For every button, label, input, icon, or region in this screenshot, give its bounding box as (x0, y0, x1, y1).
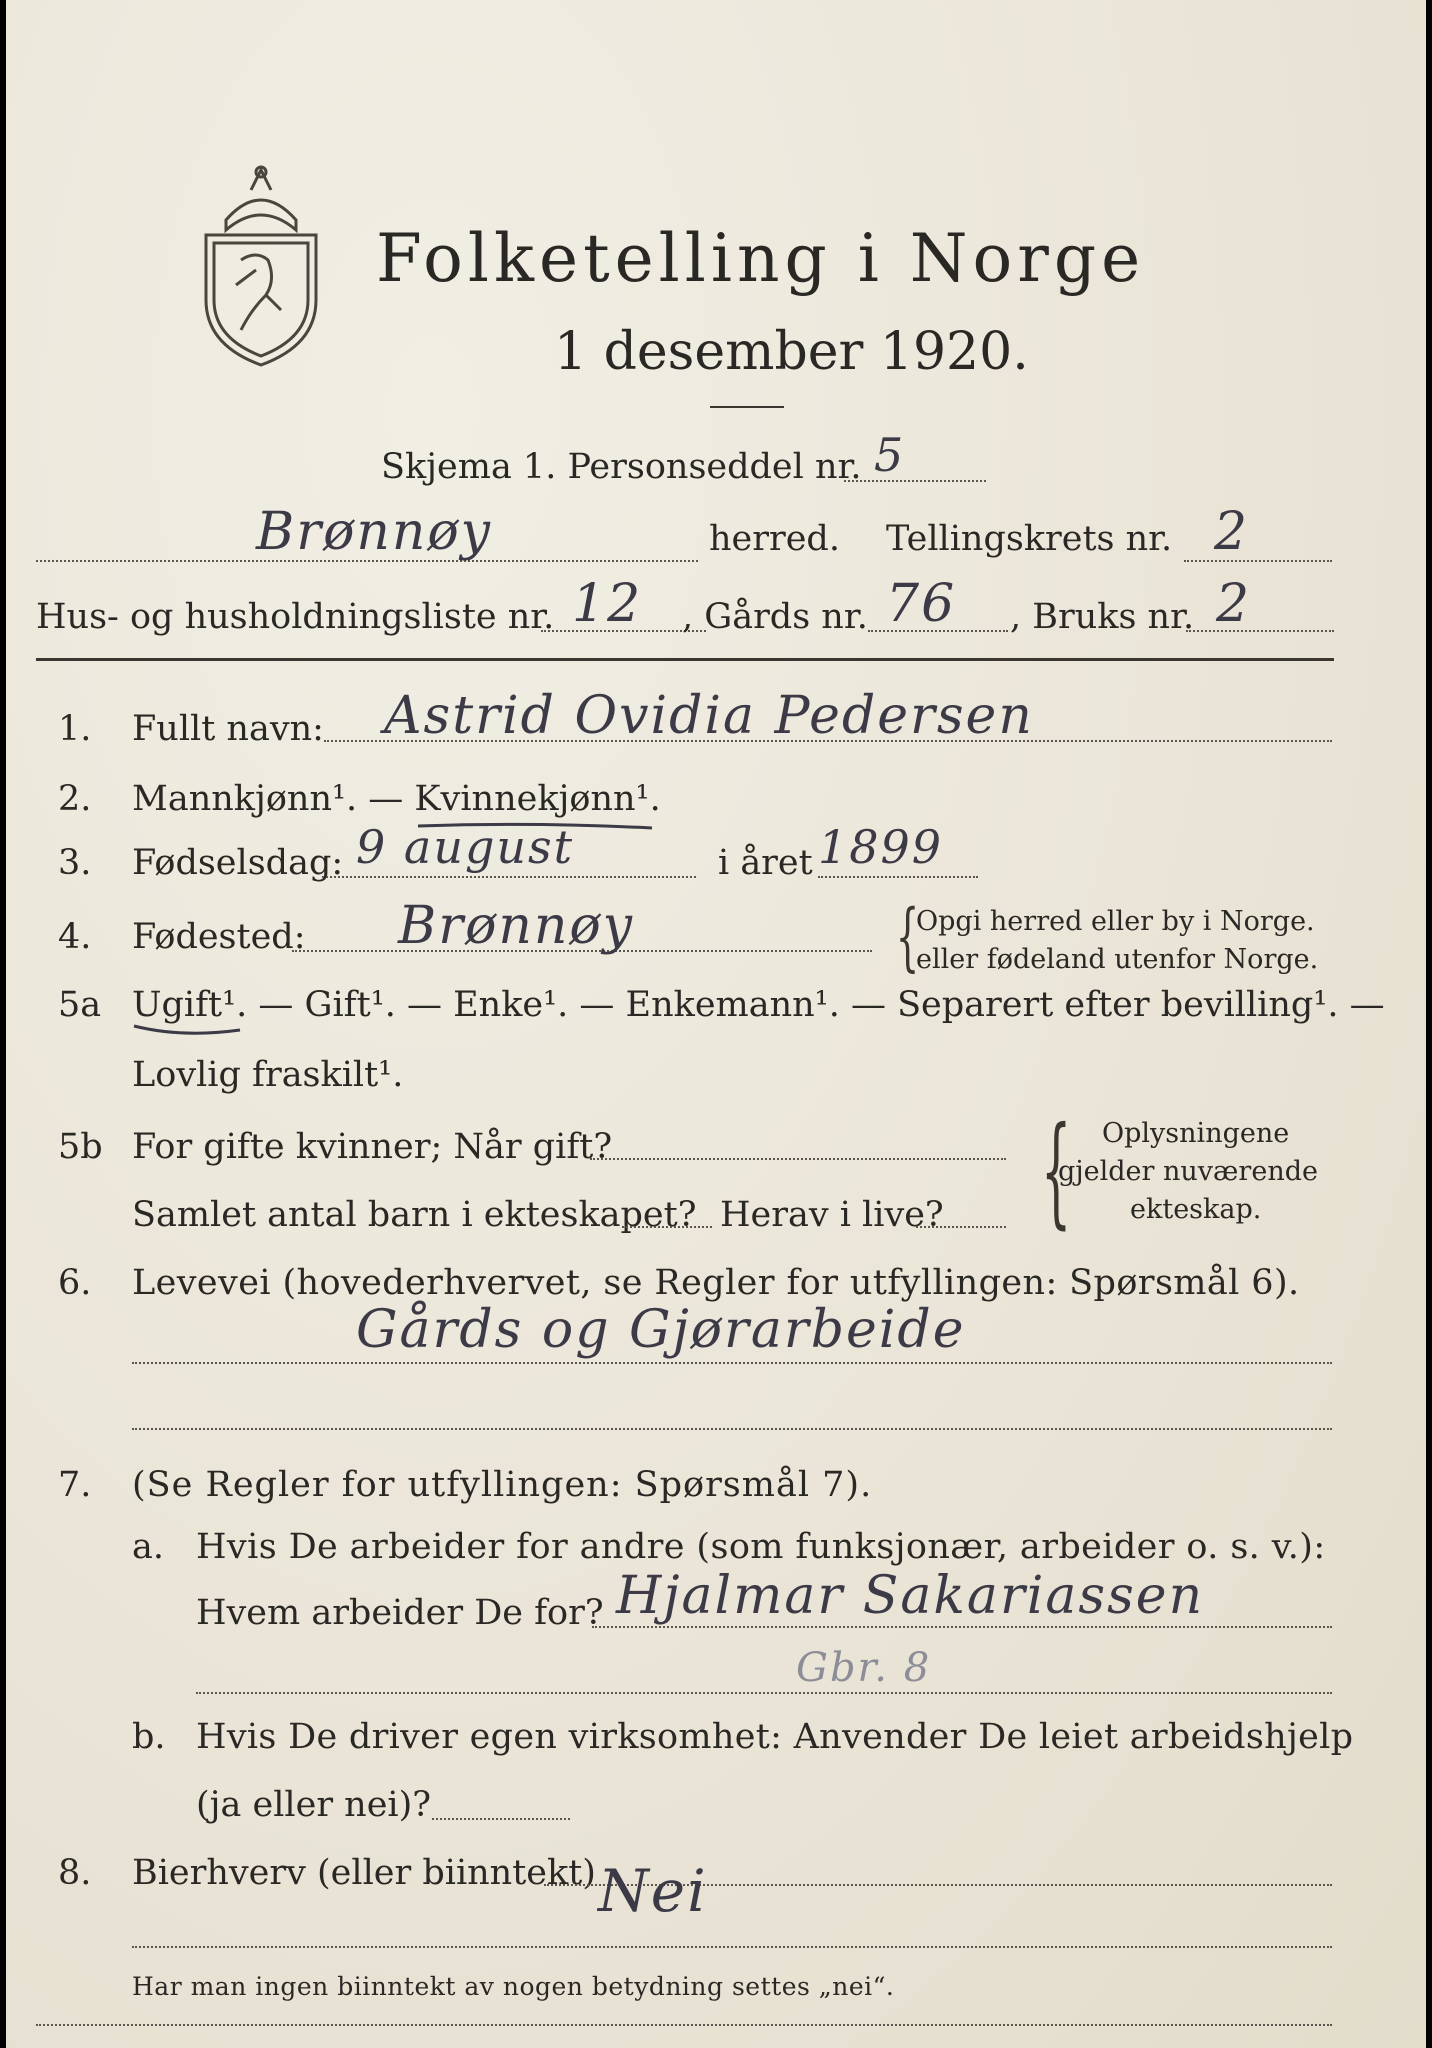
q2-number: 2. (58, 779, 92, 819)
q5b-gift-dots (590, 1158, 1006, 1160)
q2-label: Mannkjønn¹. — Kvinnekjønn¹. (132, 779, 661, 819)
q3-year-dots (818, 876, 978, 878)
q7b-line2: (ja eller nei)? (196, 1785, 432, 1825)
tellingskrets-dots (1184, 560, 1332, 562)
q5b-line2a: Samlet antal barn i ekteskapet? (132, 1195, 697, 1235)
bruks-label: , Bruks nr. (1010, 597, 1195, 637)
q4-number: 4. (58, 917, 92, 957)
bruks-nr: 2 (1216, 574, 1252, 634)
q7b-letter: b. (132, 1717, 166, 1757)
skjema-label: Skjema 1. Personseddel nr. (381, 447, 862, 487)
q7a-dots-2 (196, 1692, 1332, 1694)
q7a-dots (592, 1626, 1332, 1628)
tellingskrets-nr: 2 (1214, 502, 1250, 562)
herred-name: Brønnøy (256, 502, 493, 562)
q4-answer-birthplace: Brønnøy (398, 896, 635, 956)
q5b-note-line1: Oplysningene (1102, 1118, 1290, 1149)
q7b-dots (432, 1818, 570, 1820)
q5b-note-brace: { (1040, 1102, 1072, 1241)
q8-answer: Nei (598, 1857, 708, 1925)
q7a-answer-employer: Hjalmar Sakariassen (616, 1566, 1205, 1626)
q8-number: 8. (58, 1853, 92, 1893)
herred-label: herred. (709, 519, 840, 559)
q1-answer-full-name: Astrid Ovidia Pedersen (384, 686, 1034, 746)
q7-number: 7. (58, 1465, 92, 1505)
header-divider (36, 658, 1334, 661)
q7a-line1: Hvis De arbeider for andre (som funksjonær, arbeider o. s. v.): (196, 1527, 1326, 1567)
q5b-barn-dots (622, 1226, 712, 1228)
title-divider (710, 406, 784, 408)
q6-dots-2 (132, 1428, 1332, 1430)
census-date: 1 desember 1920. (554, 322, 1029, 382)
q3-label: Fødselsdag: (132, 843, 344, 883)
q6-answer-occupation: Gårds og Gjørarbeide (356, 1300, 966, 1360)
q5b-number: 5b (58, 1127, 103, 1167)
q7a-pencil-note: Gbr. 8 (796, 1645, 932, 1691)
census-form-page (6, 0, 1426, 2048)
q3-answer-year: 1899 (818, 820, 944, 874)
q1-number: 1. (58, 709, 92, 749)
q6-number: 6. (58, 1263, 92, 1303)
q7b-line1: Hvis De driver egen virksomhet: Anvender De leiet arbeidshjelp (196, 1717, 1354, 1757)
q5a-line2: Lovlig fraskilt¹. (132, 1055, 404, 1095)
footer-note: Har man ingen biinntekt av nogen betydning settes „nei“. (132, 1972, 895, 2001)
q7a-letter: a. (132, 1527, 164, 1567)
coat-of-arms-icon (196, 160, 326, 370)
q5b-live-dots (916, 1226, 1006, 1228)
q8-dots-2 (132, 1946, 1332, 1948)
footer-dots (36, 2024, 1332, 2026)
q6-dots-1 (132, 1362, 1332, 1364)
tellingskrets-label: Tellingskrets nr. (886, 519, 1173, 559)
q1-label: Fullt navn: (132, 709, 324, 749)
q4-note-line2: eller fødeland utenfor Norge. (916, 944, 1319, 975)
husliste-nr: 12 (572, 574, 643, 634)
q6-label: Levevei (hovederhvervet, se Regler for utfyllingen: Spørsmål 6). (132, 1263, 1300, 1303)
form-title: Folketelling i Norge (376, 220, 1146, 297)
q5a-ugift-underline (132, 1022, 242, 1038)
gards-nr: 76 (886, 574, 957, 634)
q3-day-dots (322, 876, 696, 878)
q3-number: 3. (58, 843, 92, 883)
q7-label: (Se Regler for utfyllingen: Spørsmål 7). (132, 1465, 873, 1505)
q5a-line1: Ugift¹. — Gift¹. — Enke¹. — Enkemann¹. — Separert efter bevilling¹. — (132, 985, 1385, 1025)
q5b-note-line2: gjelder nuværende (1058, 1156, 1318, 1187)
q5b-line2b: Herav i live? (720, 1195, 944, 1235)
q4-note-brace: { (895, 894, 920, 980)
gards-label: , Gårds nr. (682, 597, 868, 637)
q5b-note-line3: ekteskap. (1130, 1194, 1262, 1225)
q5b-line1: For gifte kvinner; Når gift? (132, 1127, 613, 1167)
q4-label: Fødested: (132, 917, 306, 957)
q5a-number: 5a (58, 985, 102, 1025)
q7a-line2: Hvem arbeider De for? (196, 1593, 604, 1633)
bruks-dots (1186, 630, 1334, 632)
q8-label: Bierhverv (eller biinntekt) (132, 1853, 596, 1893)
q3-year-label: i året (718, 843, 813, 883)
q3-answer-birthday: 9 august (356, 820, 575, 874)
husliste-label: Hus- og husholdningsliste nr. (36, 597, 555, 637)
q4-note-line1: Opgi herred eller by i Norge. (916, 906, 1315, 937)
personseddel-dots (844, 480, 986, 482)
personseddel-nr: 5 (874, 428, 906, 482)
